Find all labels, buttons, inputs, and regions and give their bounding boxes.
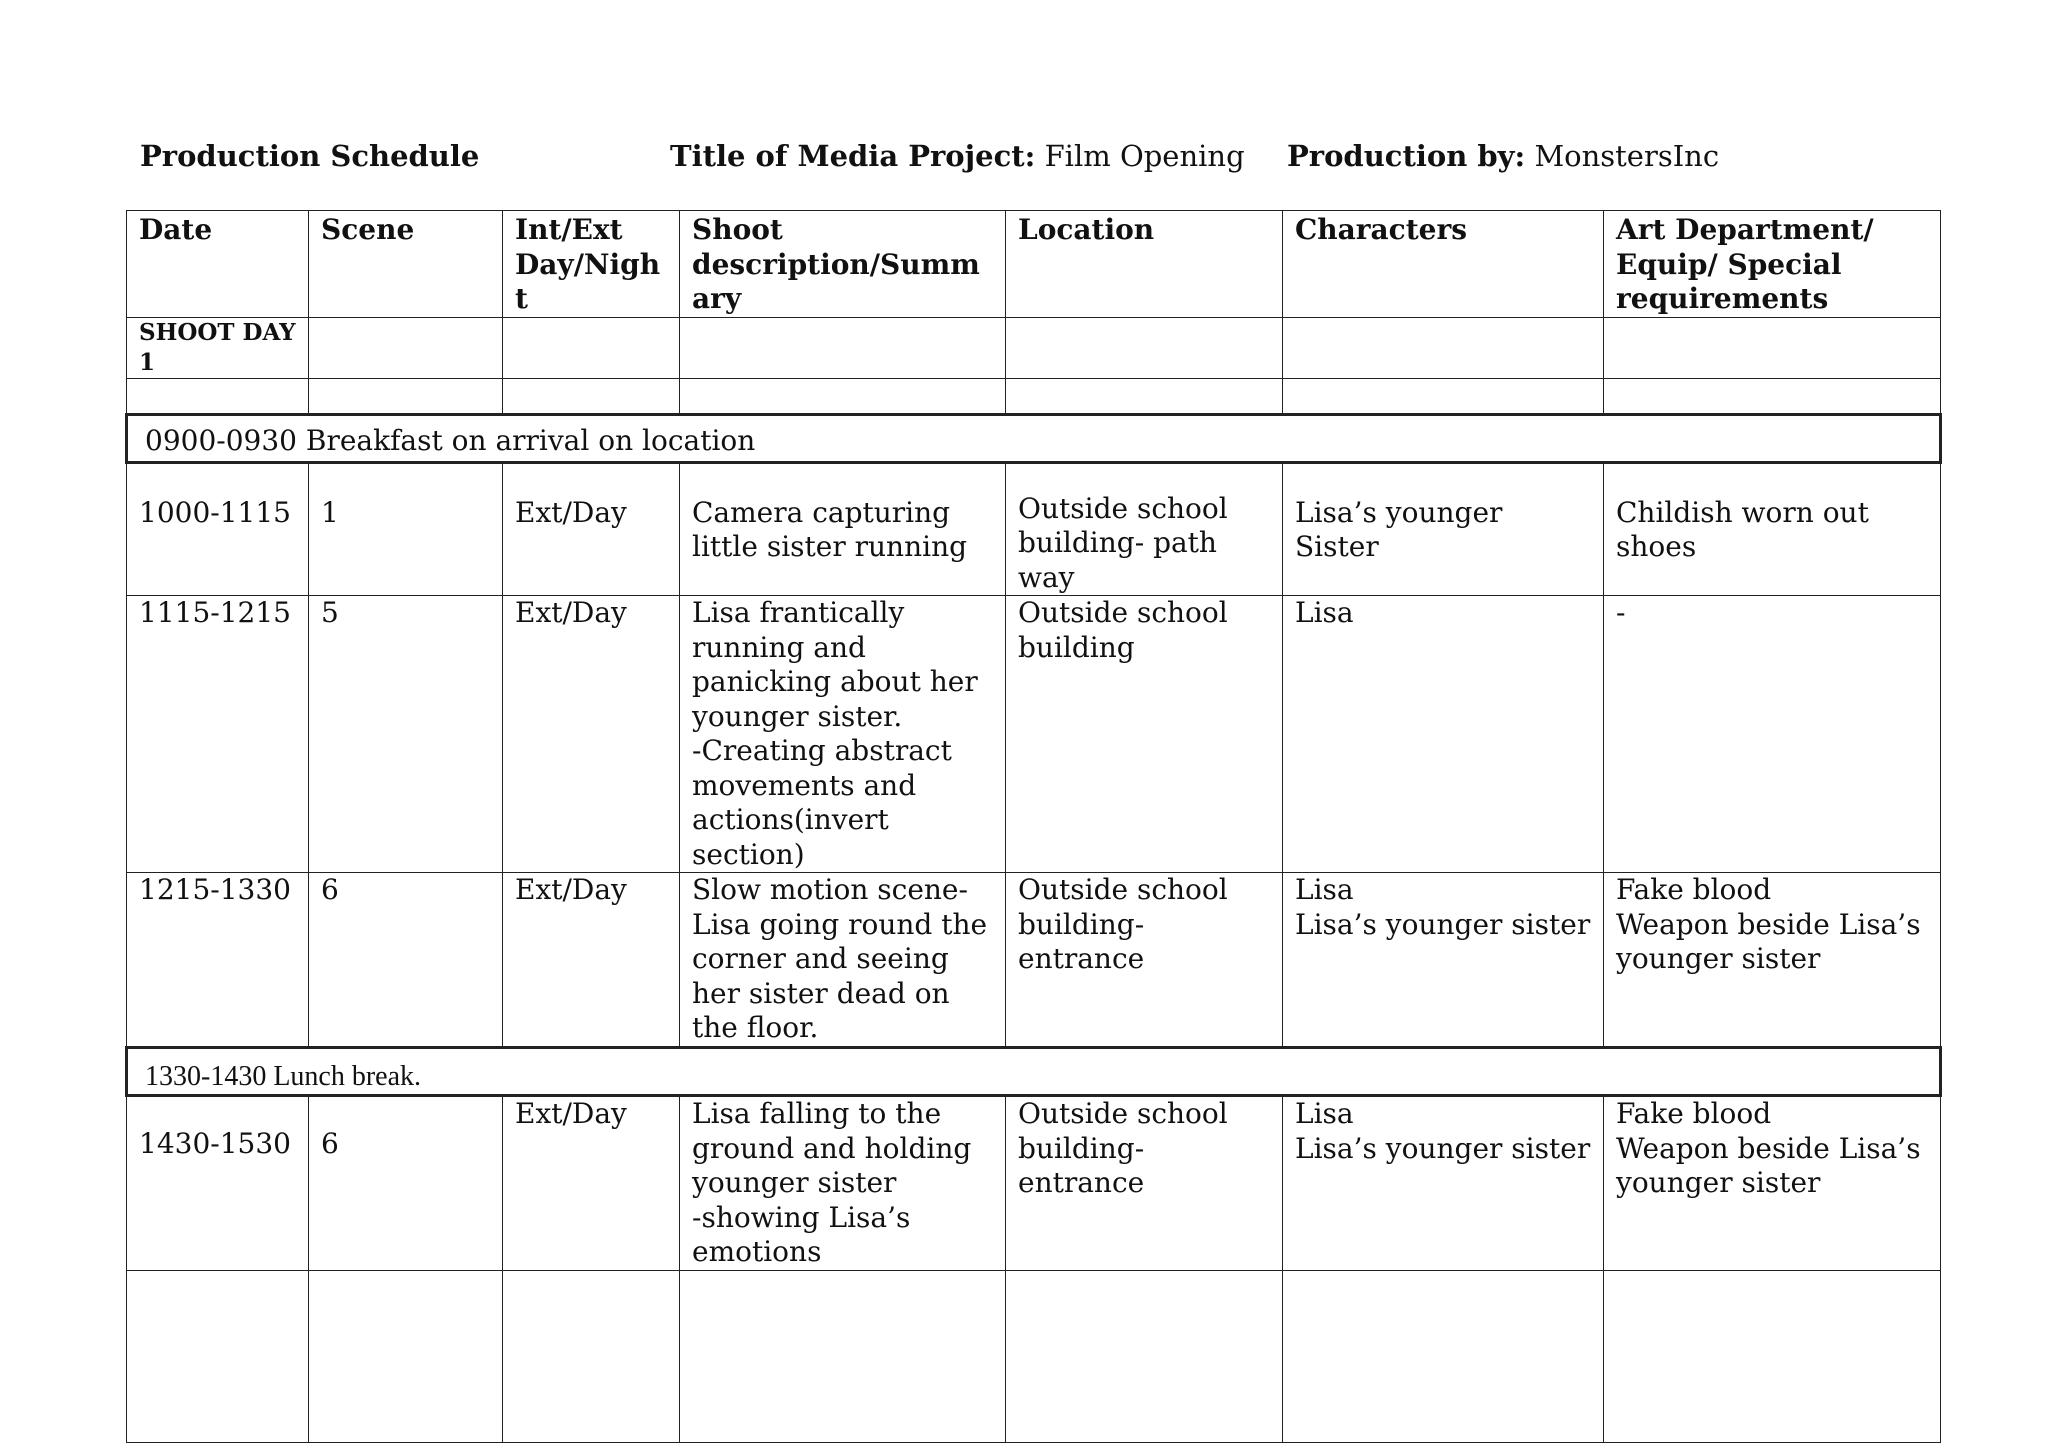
row-description: Lisa frantically running and panicking about her younger sister. -Creating abstract movements and actions(invert section) bbox=[680, 596, 1006, 873]
row-date: 1000-1115 bbox=[127, 462, 309, 596]
row-scene: 1 bbox=[309, 462, 503, 596]
row-characters: Lisa Lisa’s younger sister bbox=[1283, 1096, 1604, 1271]
shoot-day-row bbox=[127, 317, 1941, 378]
lunch-break-row bbox=[127, 1047, 1941, 1096]
row-scene: 6 bbox=[309, 873, 503, 1048]
table-row bbox=[127, 1096, 1941, 1271]
production-by bbox=[1287, 136, 1719, 176]
breakfast-break-text: 0900-0930 Breakfast on arrival on location bbox=[127, 414, 1941, 462]
row-art-department: Childish worn out shoes bbox=[1604, 462, 1941, 596]
row-scene: 6 bbox=[309, 1096, 503, 1271]
empty-row bbox=[127, 378, 1941, 414]
row-int-ext: Ext/Day bbox=[503, 1096, 680, 1271]
row-characters: Lisa Lisa’s younger sister bbox=[1283, 873, 1604, 1048]
shoot-day-label: SHOOT DAY 1 bbox=[127, 317, 309, 378]
table-header-row bbox=[127, 211, 1941, 318]
column-header-scene: Scene bbox=[309, 211, 503, 318]
row-date: 1430-1530 bbox=[127, 1096, 309, 1271]
row-characters: Lisa’s younger Sister bbox=[1283, 462, 1604, 596]
row-location: Outside school building- entrance bbox=[1006, 873, 1283, 1048]
column-header-int-ext: Int/Ext Day/Night bbox=[503, 211, 680, 318]
row-int-ext: Ext/Day bbox=[503, 873, 680, 1048]
production-by-value: MonstersInc bbox=[1534, 139, 1720, 173]
production-schedule-table bbox=[125, 210, 1942, 1443]
row-int-ext: Ext/Day bbox=[503, 596, 680, 873]
row-date: 1215-1330 bbox=[127, 873, 309, 1048]
row-description: Lisa falling to the ground and holding younger sister -showing Lisa’s emotions bbox=[680, 1096, 1006, 1271]
project-title-label: Title of Media Project: bbox=[670, 139, 1036, 173]
row-date: 1115-1215 bbox=[127, 596, 309, 873]
production-by-label: Production by: bbox=[1287, 139, 1526, 173]
row-scene: 5 bbox=[309, 596, 503, 873]
row-art-department: Fake blood Weapon beside Lisa’s younger sister bbox=[1604, 873, 1941, 1048]
row-location: Outside school building bbox=[1006, 596, 1283, 873]
table-row bbox=[127, 873, 1941, 1048]
row-location: Outside school building- path way bbox=[1006, 462, 1283, 596]
row-art-department: - bbox=[1604, 596, 1941, 873]
column-header-date: Date bbox=[127, 211, 309, 318]
column-header-location: Location bbox=[1006, 211, 1283, 318]
column-header-description: Shoot description/Summary bbox=[680, 211, 1006, 318]
schedule-heading bbox=[140, 136, 479, 176]
project-title bbox=[670, 136, 1245, 176]
row-characters: Lisa bbox=[1283, 596, 1604, 873]
lunch-break-text: 1330-1430 Lunch break. bbox=[127, 1047, 1941, 1096]
row-location: Outside school building- entrance bbox=[1006, 1096, 1283, 1271]
row-int-ext: Ext/Day bbox=[503, 462, 680, 596]
project-title-value: Film Opening bbox=[1044, 139, 1245, 173]
row-description: Slow motion scene- Lisa going round the corner and seeing her sister dead on the floor. bbox=[680, 873, 1006, 1048]
heading-label: Production Schedule bbox=[140, 139, 480, 173]
column-header-characters: Characters bbox=[1283, 211, 1604, 318]
row-description: Camera capturing little sister running bbox=[680, 462, 1006, 596]
table-row bbox=[127, 462, 1941, 596]
column-header-art-department: Art Department/ Equip/ Special requirements bbox=[1604, 211, 1941, 318]
row-art-department: Fake blood Weapon beside Lisa’s younger sister bbox=[1604, 1096, 1941, 1271]
empty-row bbox=[127, 1270, 1941, 1442]
breakfast-break-row bbox=[127, 414, 1941, 462]
table-row bbox=[127, 596, 1941, 873]
